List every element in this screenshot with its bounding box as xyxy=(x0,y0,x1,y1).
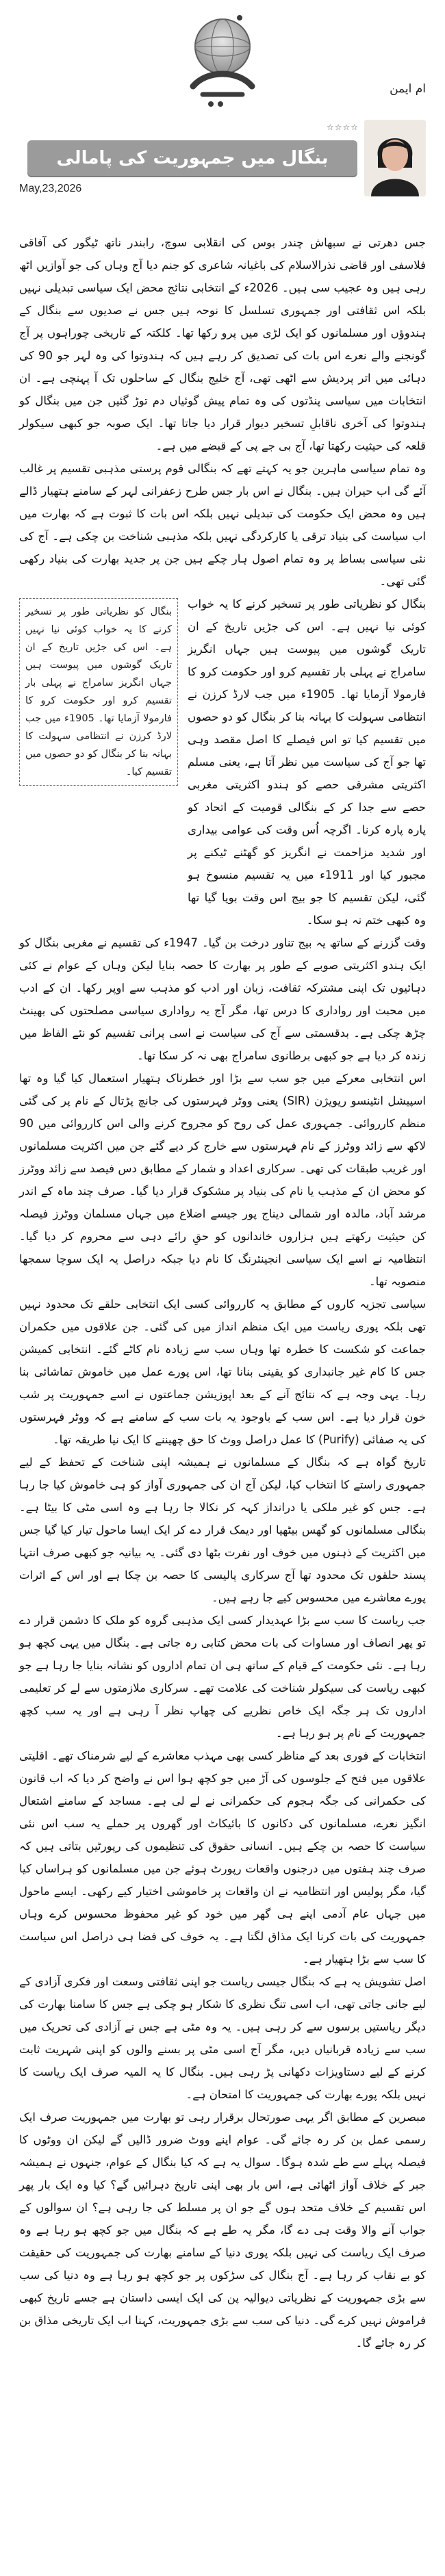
author-name: ام ایمن xyxy=(390,82,426,96)
paragraph: جب ریاست کا سب سے بڑا عہدیدار کسی ایک مذہبی گروہ کو ملک کا دشمن قرار دے تو پھر انصاف اور مساوات کی بات محض کتابی رہ جاتی ہے۔ بنگال میں یہی کچھ ہو رہا ہے۔ نئی حکومت کے قیام کے ساتھ ہی ان تمام اداروں کو نشانہ بنایا جا رہا ہے جو کبھی ریاست کی سیکولر شناخت کی علامت تھے۔ سرکاری ملازمتوں سے لے کر تعلیمی اداروں تک ہر جگہ ایک خاص نظریے کی چھاپ نظر آ رہی ہے اور یہ سب کچھ جمہوریت کے نام پر ہو رہا ہے۔ xyxy=(19,1614,426,1740)
paragraph: مبصرین کے مطابق اگر یہی صورتحال برقرار رہی تو بھارت میں جمہوریت صرف ایک رسمی عمل بن کر رہ جائے گی۔ عوام اپنے ووٹ ضرور ڈالیں گے لیکن ان ووٹوں کا فیصلہ پہلے سے طے شدہ ہوگا۔ سوال یہ ہے کہ کیا بنگال کے عوام، جنہوں نے ہمیشہ جبر کے خلاف آواز اٹھائی ہے، اس بار بھی اپنی تاریخ دہرائیں گے؟ کیا وہ ایک بار پھر اس تقسیم کے خلاف متحد ہوں گے جو ان پر مسلط کی جا رہی ہے؟ ان سوالوں کے جواب آنے والا وقت ہی دے گا، مگر یہ طے ہے کہ بنگال میں جو کچھ ہو رہا ہے وہ صرف ایک ریاست کی نہیں بلکہ پوری دنیا کے سامنے بھارت کی جمہوریت کی حقیقت کو بے نقاب کر رہا ہے۔ آج بنگال کی سڑکوں پر جو کچھ ہو رہا ہے وہ دنیا کی سب سے بڑی جمہوریت کے نظریاتی دیوالیہ پن کی ایک ایسی داستان ہے جسے تاریخ کبھی فراموش نہیں کرے گی۔ دنیا کی سب سے بڑی جمہوریت، کہنا اب ایک تاریخی مذاق بن کر رہ جائے گا۔ xyxy=(19,2111,426,2349)
paragraph: اس انتخابی معرکے میں جو سب سے بڑا اور خطرناک ہتھیار استعمال کیا گیا وہ تھا اسپیشل انٹینسو ریویژن (SIR) یعنی ووٹر فہرستوں کی جانچ پڑتال کے نام پر کی گئی منظم کارروائی۔ جمہوری عمل کی روح کو مجروح کرنے والی اس کارروائی میں 90 لاکھ سے زائد ووٹرز کے نام فہرستوں سے خارج کر دیے گئے جن میں اکثریت مسلمانوں اور غریب طبقات کی تھی۔ سرکاری اعداد و شمار کے مطابق دس فیصد سے زائد ووٹرز کو محض ان کے مذہب یا نام کی بنیاد پر مشکوک قرار دیا گیا۔ صرف چند ماہ کے اندر مرشد آباد، مالدہ اور شمالی دیناج پور جیسے اضلاع میں جہاں مسلمان ووٹرز فیصلہ کن حیثیت رکھتے ہیں ہزاروں خاندانوں کو حقِ رائے دہی سے محروم کر دیا گیا۔ انتظامیہ نے اسے ایک سیاسی انجینئرنگ کا نام دیا جبکہ دراصل یہ ایک سوچا سمجھا منصوبہ تھا۔ xyxy=(19,1072,426,1288)
rating-stars: ☆☆☆☆ xyxy=(326,123,359,132)
paragraph: جس دھرتی نے سبھاش چندر بوس کی انقلابی سوچ، رابندر ناتھ ٹیگور کی آفاقی فلاسفی اور قاضی نذرالاسلام کی باغیانہ شاعری کو جنم دیا آج وہاں کی جو آوازیں اٹھ رہی ہیں وہ عجیب سی ہیں۔ 2026ء کے انتخابی نتائج محض ایک سیاسی تبدیلی نہیں بلکہ اس ثقافتی اور جمہوری تسلسل کا نوحہ ہیں جس نے صدیوں سے بنگال کے ہندوؤں اور مسلمانوں کو ایک لڑی میں پرو رکھا تھا۔ کلکتہ کے تاریخی چوراہوں پر آج گونجنے والے نعرے اس بات کی تصدیق کر رہے ہیں کہ ہندوتوا کی وہ لہر جو 90 کی دہائی میں اتر پردیش سے اٹھی تھی، آج خلیج بنگال کے ساحلوں تک آ پہنچی ہے۔ ان انتخابات میں سیاسی پنڈتوں کی وہ تمام پیش گوئیاں دم توڑ گئیں جن میں بنگال کو ہندوتوا کی آخری ناقابلِ تسخیر دیوار قرار دیا جاتا تھا۔ ایک صوبہ جو کبھی سیکولر قلعہ کی حیثیت رکھتا تھا، آج بی جے پی کے قبضے میں ہے۔ xyxy=(19,236,426,452)
article-title: بنگال میں جمہوریت کی پامالی xyxy=(56,148,329,168)
masthead xyxy=(0,0,445,120)
paragraph: وہ تمام سیاسی ماہرین جو یہ کہتے تھے کہ بنگالی قوم پرستی مذہبی تقسیم پر غالب آئے گی اب حیران ہیں۔ بنگال نے اس بار جس طرح زعفرانی لہر کے سامنے ہتھیار ڈالے ہیں وہ محض ایک حکومت کی تبدیلی نہیں بلکہ اس بات کا ثبوت ہے کہ بھارت میں اب سیاست کی بنیاد ترقی یا کارکردگی نہیں بلکہ مذہبی شناخت بن چکی ہے۔ آج کی نئی سیاسی بساط پر وہ تمام اصول ہار چکے ہیں جن پر جدید بھارت کی بنیاد رکھی گئی تھی۔ xyxy=(19,462,426,588)
dunya-logo-icon xyxy=(179,4,266,112)
logo-graphic xyxy=(179,4,266,112)
pull-quote: بنگال کو نظریاتی طور پر تسخیر کرنے کا یہ خواب کوئی نیا نہیں ہے۔ اس کی جڑیں تاریخ کے ان تاریک گوشوں میں پیوست ہیں جہاں انگریز سامراج نے پہلی بار تقسیم کرو اور حکومت کرو کا فارمولا آزمایا تھا۔ 1905ء میں جب لارڈ کرزن نے انتظامی سہولت کا بہانہ بنا کر بنگال کو دو حصوں میں تقسیم کیا۔ xyxy=(19,598,178,786)
author-portrait xyxy=(364,120,426,196)
paragraph: وقت گزرنے کے ساتھ یہ بیج تناور درخت بن گیا۔ 1947ء کی تقسیم نے مغربی بنگال کو ایک ہندو اکثریتی صوبے کے طور پر بھارت کا حصہ بنایا لیکن وہاں کے عوام نے کئی دہائیوں تک اپنی مشترکہ ثقافت، زبان اور ادب کو مذہب سے اوپر رکھا۔ ان کے ادب میں محبت اور رواداری کا درس تھا، مگر آج یہ رواداری سیاسی مصلحتوں کی بھینٹ چڑھ چکی ہے۔ بدقسمتی سے آج کی سیاست نے اسی پرانی تقسیم کو نئے الفاظ میں زندہ کر دیا ہے جو کبھی برطانوی سامراج بھی نہ کر سکا تھا۔ xyxy=(19,936,426,1062)
header-band xyxy=(0,120,445,198)
paragraph: تاریخ گواہ ہے کہ بنگال کے مسلمانوں نے ہمیشہ اپنی شناخت کے تحفظ کے لیے جمہوری راستے کا انتخاب کیا، لیکن آج ان کی جمہوری آواز کو ہی خاموش کیا جا رہا ہے۔ جس کو غیر ملکی یا درانداز کہہ کر نکالا جا رہا ہے وہ اسی مٹی کا بیٹا ہے۔ بنگالی مسلمانوں کو گھس بیٹھیا اور دیمک قرار دے کر ایک ایسا ماحول تیار کیا گیا جس میں اکثریت کے ذہنوں میں خوف اور نفرت بٹھا دی گئی۔ یہ بیانیہ جو کبھی صرف انتہا پسند حلقوں تک محدود تھا آج سرکاری پالیسی کا حصہ بن چکا ہے اور اس کے اثرات پورے معاشرے میں محسوس کیے جا رہے ہیں۔ xyxy=(19,1456,426,1604)
author-photo-icon xyxy=(364,120,426,196)
paragraph: سیاسی تجزیہ کاروں کے مطابق یہ کارروائی کسی ایک انتخابی حلقے تک محدود نہیں تھی بلکہ پوری ریاست میں ایک منظم انداز میں کی گئی۔ جن علاقوں میں حکمران جماعت کو شکست کا خطرہ تھا وہاں سب سے زیادہ نام کاٹے گئے۔ انتخابی کمیشن جس کا کام غیر جانبداری کو یقینی بنانا تھا، اس پورے عمل میں خاموش تماشائی بنا رہا۔ یہی وجہ ہے کہ نتائج آنے کے بعد اپوزیشن جماعتوں نے اسے جمہوریت پر شب خون قرار دیا ہے۔ اس سب کے باوجود یہ بات سب کے سامنے ہے کہ ووٹر فہرستوں کی یہ صفائی (Purify) کا عمل دراصل ووٹ کا حق چھیننے کا ایک نیا طریقہ تھا۔ xyxy=(19,1298,426,1446)
paragraph: انتخابات کے فوری بعد کے مناظر کسی بھی مہذب معاشرے کے لیے شرمناک تھے۔ اقلیتی علاقوں میں فتح کے جلوسوں کی آڑ میں جو کچھ ہوا اس نے واضح کر دیا کہ اب قانون کی حکمرانی کی جگہ ہجوم کی حکمرانی نے لے لی ہے۔ مساجد کے سامنے اشتعال انگیز نعرے، مسلمانوں کی دکانوں کا بائیکاٹ اور گھروں پر حملے یہ سب اس نئی سیاست کا حصہ بن چکے ہیں۔ انسانی حقوق کی تنظیموں کی رپورٹیں بتاتی ہیں کہ صرف چند ہفتوں میں درجنوں واقعات رپورٹ ہوئے جن میں مسلمانوں کو ہراساں کیا گیا، مگر پولیس اور انتظامیہ نے ان واقعات پر خاموشی اختیار کیے رکھی۔ ایسے ماحول میں جہاں عام آدمی اپنے ہی گھر میں خود کو غیر محفوظ محسوس کرے وہاں جمہوریت کی بات کرنا ایک مذاق لگتا ہے۔ یہ خوف کی فضا ہی دراصل اس سیاست کا سب سے بڑا ہتھیار ہے۔ xyxy=(19,1749,426,1966)
title-bar xyxy=(27,140,357,176)
paragraph: بنگال کو نظریاتی طور پر تسخیر کرنے کا یہ خواب کوئی نیا نہیں ہے۔ اس کی جڑیں تاریخ کے ان تاریک گوشوں میں پیوست ہیں جہاں انگریز سامراج نے پہلی بار تقسیم کرو اور حکومت کرو کا فارمولا آزمایا تھا۔ 1905ء میں جب لارڈ کرزن نے انتظامی سہولت کا بہانہ بنا کر بنگال کو دو حصوں میں تقسیم کیا تو اس فیصلے کا اصل مقصد وہی تھا جو آج کی سیاست میں نظر آتا ہے، یعنی مسلم اکثریتی مشرقی حصے کو ہندو اکثریتی مغربی حصے سے جدا کر کے بنگالی قومیت کے اتحاد کو پارہ پارہ کرنا۔ اگرچہ اُس وقت کی عوامی بیداری اور شدید مزاحمت نے انگریز کو گھٹنے ٹیکنے پر مجبور کیا اور 1911ء میں یہ تقسیم منسوخ ہو گئی، لیکن تقسیم کا جو بیج اس وقت بویا گیا تھا وہ کبھی ختم نہ ہو سکا۔ xyxy=(188,597,426,927)
inset-row xyxy=(19,593,426,931)
paragraph: اصل تشویش یہ ہے کہ بنگال جیسی ریاست جو اپنی ثقافتی وسعت اور فکری آزادی کے لیے جانی جاتی تھی، اب اسی تنگ نظری کا شکار ہو چکی ہے جس کا سامنا بھارت کی دیگر ریاستیں برسوں سے کر رہی ہیں۔ یہ وہ مٹی ہے جس نے آزادی کی تحریک میں سب سے زیادہ قربانیاں دیں، مگر آج اسی مٹی پر بسنے والوں کو اپنی شہریت ثابت کرنے کے لیے دستاویزات دکھانی پڑ رہی ہیں۔ بنگال کا یہ المیہ صرف ایک ریاست کا نہیں بلکہ پورے بھارت کی جمہوریت کا امتحان ہے۔ xyxy=(19,1975,426,2101)
article-body xyxy=(0,198,445,2354)
publish-date: May,23,2026 xyxy=(19,183,82,194)
